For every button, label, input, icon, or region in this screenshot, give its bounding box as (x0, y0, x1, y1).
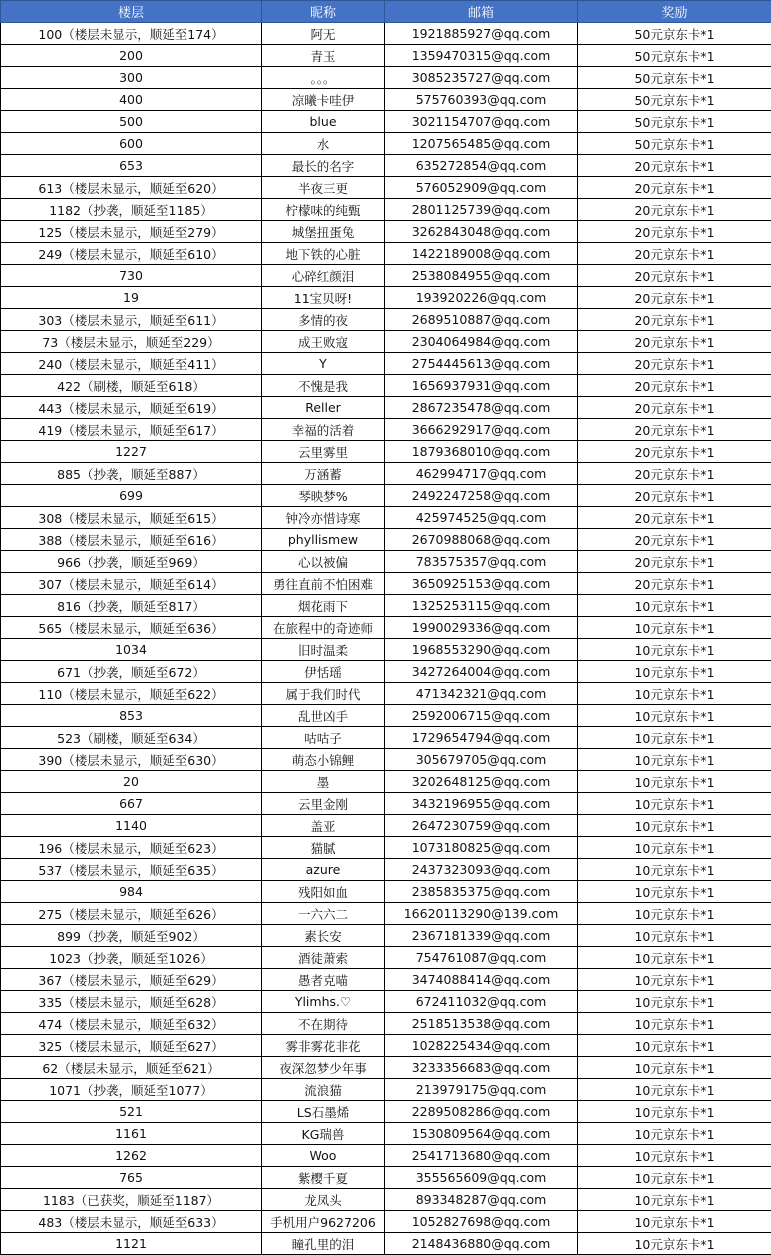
email-cell: 3427264004@qq.com (385, 661, 578, 683)
nickname-cell: 琴映梦% (262, 485, 385, 507)
nickname-cell: 瞳孔里的泪 (262, 1233, 385, 1255)
email-cell: 2148436880@qq.com (385, 1233, 578, 1255)
floor-cell: 1121 (1, 1233, 262, 1255)
reward-cell: 10元京东卡*1 (578, 1057, 771, 1079)
table-row (1, 1013, 771, 1035)
email-cell: 575760393@qq.com (385, 89, 578, 111)
floor-cell: 1034 (1, 639, 262, 661)
nickname-cell: 烟花雨下 (262, 595, 385, 617)
reward-cell: 10元京东卡*1 (578, 1211, 771, 1233)
email-cell: 3474088414@qq.com (385, 969, 578, 991)
email-cell: 2754445613@qq.com (385, 353, 578, 375)
reward-cell: 20元京东卡*1 (578, 375, 771, 397)
nickname-cell: 素长安 (262, 925, 385, 947)
floor-cell: 249（楼层未显示，顺延至610） (1, 243, 262, 265)
nickname-cell: 柠檬味的纯甄 (262, 199, 385, 221)
floor-cell: 1140 (1, 815, 262, 837)
nickname-cell: 墨 (262, 771, 385, 793)
table-row (1, 947, 771, 969)
reward-cell: 20元京东卡*1 (578, 309, 771, 331)
reward-cell: 50元京东卡*1 (578, 45, 771, 67)
table-row (1, 221, 771, 243)
reward-cell: 20元京东卡*1 (578, 419, 771, 441)
email-cell: 2867235478@qq.com (385, 397, 578, 419)
nickname-cell: 愚者克喵 (262, 969, 385, 991)
floor-cell: 1262 (1, 1145, 262, 1167)
nickname-cell: 多情的夜 (262, 309, 385, 331)
email-cell: 1656937931@qq.com (385, 375, 578, 397)
floor-cell: 671（抄袭，顺延至672） (1, 661, 262, 683)
nickname-cell: KG瑞兽 (262, 1123, 385, 1145)
floor-cell: 325（楼层未显示，顺延至627） (1, 1035, 262, 1057)
reward-cell: 20元京东卡*1 (578, 331, 771, 353)
nickname-cell: Woo (262, 1145, 385, 1167)
reward-cell: 10元京东卡*1 (578, 1035, 771, 1057)
nickname-cell: 心以被偏 (262, 551, 385, 573)
email-cell: 193920226@qq.com (385, 287, 578, 309)
nickname-cell: 属于我们时代 (262, 683, 385, 705)
reward-cell: 10元京东卡*1 (578, 683, 771, 705)
nickname-cell: blue (262, 111, 385, 133)
table-row (1, 1101, 771, 1123)
reward-cell: 10元京东卡*1 (578, 1079, 771, 1101)
floor-cell: 1227 (1, 441, 262, 463)
floor-cell: 653 (1, 155, 262, 177)
table-row (1, 507, 771, 529)
email-cell: 213979175@qq.com (385, 1079, 578, 1101)
email-cell: 3202648125@qq.com (385, 771, 578, 793)
nickname-cell: Reller (262, 397, 385, 419)
nickname-cell: 猫腻 (262, 837, 385, 859)
nickname-cell: 云里金刚 (262, 793, 385, 815)
header-nickname: 昵称 (262, 1, 385, 23)
nickname-cell: 水 (262, 133, 385, 155)
reward-cell: 10元京东卡*1 (578, 881, 771, 903)
nickname-cell: 龙凤头 (262, 1189, 385, 1211)
reward-cell: 10元京东卡*1 (578, 1101, 771, 1123)
nickname-cell: 手机用户9627206 (262, 1211, 385, 1233)
reward-cell: 10元京东卡*1 (578, 595, 771, 617)
table-row (1, 771, 771, 793)
floor-cell: 853 (1, 705, 262, 727)
nickname-cell: Ylimhs.♡ (262, 991, 385, 1013)
header-row (1, 1, 771, 23)
header-reward: 奖励 (578, 1, 771, 23)
floor-cell: 537（楼层未显示，顺延至635） (1, 859, 262, 881)
floor-cell: 613（楼层未显示，顺延至620） (1, 177, 262, 199)
email-cell: 893348287@qq.com (385, 1189, 578, 1211)
reward-cell: 20元京东卡*1 (578, 397, 771, 419)
reward-cell: 20元京东卡*1 (578, 177, 771, 199)
floor-cell: 1183（已获奖，顺延至1187） (1, 1189, 262, 1211)
reward-cell: 20元京东卡*1 (578, 243, 771, 265)
table-row (1, 749, 771, 771)
nickname-cell: 旧时温柔 (262, 639, 385, 661)
email-cell: 3432196955@qq.com (385, 793, 578, 815)
reward-cell: 20元京东卡*1 (578, 287, 771, 309)
floor-cell: 300 (1, 67, 262, 89)
table-row (1, 551, 771, 573)
table-row (1, 573, 771, 595)
email-cell: 1028225434@qq.com (385, 1035, 578, 1057)
floor-cell: 885（抄袭，顺延至887） (1, 463, 262, 485)
table-row (1, 353, 771, 375)
reward-cell: 10元京东卡*1 (578, 727, 771, 749)
email-cell: 1207565485@qq.com (385, 133, 578, 155)
floor-cell: 20 (1, 771, 262, 793)
floor-cell: 500 (1, 111, 262, 133)
email-cell: 462994717@qq.com (385, 463, 578, 485)
floor-cell: 984 (1, 881, 262, 903)
email-cell: 3021154707@qq.com (385, 111, 578, 133)
table-row (1, 617, 771, 639)
floor-cell: 1071（抄袭，顺延至1077） (1, 1079, 262, 1101)
email-cell: 3666292917@qq.com (385, 419, 578, 441)
reward-cell: 20元京东卡*1 (578, 353, 771, 375)
email-cell: 1325253115@qq.com (385, 595, 578, 617)
reward-cell: 20元京东卡*1 (578, 529, 771, 551)
floor-cell: 19 (1, 287, 262, 309)
table-row (1, 243, 771, 265)
table-row (1, 837, 771, 859)
email-cell: 471342321@qq.com (385, 683, 578, 705)
nickname-cell: 幸福的活着 (262, 419, 385, 441)
floor-cell: 307（楼层未显示，顺延至614） (1, 573, 262, 595)
reward-cell: 20元京东卡*1 (578, 551, 771, 573)
email-cell: 2492247258@qq.com (385, 485, 578, 507)
nickname-cell: 城堡扭蛋兔 (262, 221, 385, 243)
email-cell: 3085235727@qq.com (385, 67, 578, 89)
floor-cell: 335（楼层未显示，顺延至628） (1, 991, 262, 1013)
table-row (1, 925, 771, 947)
email-cell: 2367181339@qq.com (385, 925, 578, 947)
floor-cell: 1182（抄袭，顺延至1185） (1, 199, 262, 221)
table-row (1, 23, 771, 45)
reward-cell: 10元京东卡*1 (578, 1013, 771, 1035)
floor-cell: 523（刷楼，顺延至634） (1, 727, 262, 749)
reward-cell: 10元京东卡*1 (578, 639, 771, 661)
reward-cell: 10元京东卡*1 (578, 1123, 771, 1145)
nickname-cell: 萌态小锦鲤 (262, 749, 385, 771)
nickname-cell: 乱世凶手 (262, 705, 385, 727)
floor-cell: 390（楼层未显示，顺延至630） (1, 749, 262, 771)
email-cell: 3233356683@qq.com (385, 1057, 578, 1079)
nickname-cell: 雾非雾花非花 (262, 1035, 385, 1057)
email-cell: 2304064984@qq.com (385, 331, 578, 353)
email-cell: 2592006715@qq.com (385, 705, 578, 727)
table-row (1, 375, 771, 397)
reward-cell: 50元京东卡*1 (578, 23, 771, 45)
email-cell: 3650925153@qq.com (385, 573, 578, 595)
email-cell: 1879368010@qq.com (385, 441, 578, 463)
reward-cell: 10元京东卡*1 (578, 1167, 771, 1189)
table-row (1, 419, 771, 441)
reward-cell: 50元京东卡*1 (578, 67, 771, 89)
nickname-cell: LS石墨烯 (262, 1101, 385, 1123)
table-body (1, 23, 771, 1255)
nickname-cell: 不愧是我 (262, 375, 385, 397)
email-cell: 2437323093@qq.com (385, 859, 578, 881)
floor-cell: 240（楼层未显示，顺延至411） (1, 353, 262, 375)
email-cell: 2518513538@qq.com (385, 1013, 578, 1035)
nickname-cell: 酒徒萧索 (262, 947, 385, 969)
nickname-cell: 半夜三更 (262, 177, 385, 199)
email-cell: 2670988068@qq.com (385, 529, 578, 551)
email-cell: 1968553290@qq.com (385, 639, 578, 661)
email-cell: 2647230759@qq.com (385, 815, 578, 837)
table-row (1, 727, 771, 749)
table-row (1, 89, 771, 111)
email-cell: 672411032@qq.com (385, 991, 578, 1013)
email-cell: 1422189008@qq.com (385, 243, 578, 265)
header-floor: 楼层 (1, 1, 262, 23)
floor-cell: 667 (1, 793, 262, 815)
floor-cell: 400 (1, 89, 262, 111)
reward-cell: 10元京东卡*1 (578, 1189, 771, 1211)
email-cell: 1530809564@qq.com (385, 1123, 578, 1145)
table-row (1, 331, 771, 353)
table-row (1, 133, 771, 155)
nickname-cell: phyllismew (262, 529, 385, 551)
email-cell: 2385835375@qq.com (385, 881, 578, 903)
floor-cell: 816（抄袭，顺延至817） (1, 595, 262, 617)
email-cell: 1052827698@qq.com (385, 1211, 578, 1233)
reward-cell: 10元京东卡*1 (578, 1145, 771, 1167)
floor-cell: 565（楼层未显示，顺延至636） (1, 617, 262, 639)
email-cell: 754761087@qq.com (385, 947, 578, 969)
table-row (1, 1189, 771, 1211)
reward-cell: 10元京东卡*1 (578, 617, 771, 639)
email-cell: 1729654794@qq.com (385, 727, 578, 749)
nickname-cell: 夜深忽梦少年事 (262, 1057, 385, 1079)
nickname-cell: 心碎红颜泪 (262, 265, 385, 287)
nickname-cell: 勇往直前不怕困难 (262, 573, 385, 595)
nickname-cell: 盖亚 (262, 815, 385, 837)
floor-cell: 388（楼层未显示，顺延至616） (1, 529, 262, 551)
nickname-cell: 伊恬瑶 (262, 661, 385, 683)
table-row (1, 155, 771, 177)
email-cell: 16620113290@139.com (385, 903, 578, 925)
table-row (1, 287, 771, 309)
nickname-cell: 在旅程中的奇迹师 (262, 617, 385, 639)
floor-cell: 1161 (1, 1123, 262, 1145)
floor-cell: 765 (1, 1167, 262, 1189)
email-cell: 305679705@qq.com (385, 749, 578, 771)
reward-cell: 10元京东卡*1 (578, 661, 771, 683)
floor-cell: 443（楼层未显示，顺延至619） (1, 397, 262, 419)
table-row (1, 859, 771, 881)
table-row (1, 397, 771, 419)
reward-cell: 10元京东卡*1 (578, 925, 771, 947)
floor-cell: 422（刷楼，顺延至618） (1, 375, 262, 397)
nickname-cell: 紫樱千夏 (262, 1167, 385, 1189)
nickname-cell: Y (262, 353, 385, 375)
table-row (1, 529, 771, 551)
floor-cell: 521 (1, 1101, 262, 1123)
table-row (1, 177, 771, 199)
reward-cell: 20元京东卡*1 (578, 485, 771, 507)
floor-cell: 1023（抄袭，顺延至1026） (1, 947, 262, 969)
floor-cell: 100（楼层未显示，顺延至174） (1, 23, 262, 45)
table-row (1, 1233, 771, 1255)
floor-cell: 73（楼层未显示，顺延至229） (1, 331, 262, 353)
email-cell: 1359470315@qq.com (385, 45, 578, 67)
reward-cell: 10元京东卡*1 (578, 705, 771, 727)
table-row (1, 1123, 771, 1145)
floor-cell: 62（楼层未显示，顺延至621） (1, 1057, 262, 1079)
reward-cell: 10元京东卡*1 (578, 837, 771, 859)
reward-cell: 10元京东卡*1 (578, 1233, 771, 1255)
floor-cell: 483（楼层未显示，顺延至633） (1, 1211, 262, 1233)
email-cell: 2689510887@qq.com (385, 309, 578, 331)
floor-cell: 474（楼层未显示，顺延至632） (1, 1013, 262, 1035)
nickname-cell: 咕咕子 (262, 727, 385, 749)
table-row (1, 199, 771, 221)
email-cell: 2801125739@qq.com (385, 199, 578, 221)
reward-cell: 20元京东卡*1 (578, 221, 771, 243)
floor-cell: 899（抄袭，顺延至902） (1, 925, 262, 947)
table-row (1, 45, 771, 67)
reward-cell: 50元京东卡*1 (578, 111, 771, 133)
email-cell: 2541713680@qq.com (385, 1145, 578, 1167)
email-cell: 783575357@qq.com (385, 551, 578, 573)
nickname-cell: 11宝贝呀! (262, 287, 385, 309)
email-cell: 576052909@qq.com (385, 177, 578, 199)
reward-cell: 20元京东卡*1 (578, 507, 771, 529)
floor-cell: 125（楼层未显示，顺延至279） (1, 221, 262, 243)
reward-cell: 50元京东卡*1 (578, 89, 771, 111)
table-row (1, 1211, 771, 1233)
floor-cell: 699 (1, 485, 262, 507)
table-row (1, 67, 771, 89)
nickname-cell: 钟冷亦惜诗寒 (262, 507, 385, 529)
nickname-cell: 残阳如血 (262, 881, 385, 903)
reward-cell: 10元京东卡*1 (578, 903, 771, 925)
table-row (1, 705, 771, 727)
email-cell: 1990029336@qq.com (385, 617, 578, 639)
header-email: 邮箱 (385, 1, 578, 23)
reward-cell: 10元京东卡*1 (578, 771, 771, 793)
table-row (1, 683, 771, 705)
email-cell: 635272854@qq.com (385, 155, 578, 177)
floor-cell: 966（抄袭，顺延至969） (1, 551, 262, 573)
floor-cell: 200 (1, 45, 262, 67)
table-row (1, 1079, 771, 1101)
table-row (1, 815, 771, 837)
table-row (1, 1145, 771, 1167)
floor-cell: 308（楼层未显示，顺延至615） (1, 507, 262, 529)
table-row (1, 595, 771, 617)
table-row (1, 1057, 771, 1079)
reward-cell: 10元京东卡*1 (578, 947, 771, 969)
reward-cell: 10元京东卡*1 (578, 859, 771, 881)
nickname-cell: 不在期待 (262, 1013, 385, 1035)
reward-cell: 10元京东卡*1 (578, 749, 771, 771)
nickname-cell: 最长的名字 (262, 155, 385, 177)
table-row (1, 969, 771, 991)
table-row (1, 265, 771, 287)
floor-cell: 110（楼层未显示，顺延至622） (1, 683, 262, 705)
table-row (1, 881, 771, 903)
floor-cell: 367（楼层未显示，顺延至629） (1, 969, 262, 991)
nickname-cell: azure (262, 859, 385, 881)
email-cell: 1921885927@qq.com (385, 23, 578, 45)
nickname-cell: 万涵蓄 (262, 463, 385, 485)
table-row (1, 661, 771, 683)
table-row (1, 309, 771, 331)
nickname-cell: 云里雾里 (262, 441, 385, 463)
email-cell: 355565609@qq.com (385, 1167, 578, 1189)
nickname-cell: 凉曦卡哇伊 (262, 89, 385, 111)
floor-cell: 730 (1, 265, 262, 287)
floor-cell: 419（楼层未显示，顺延至617） (1, 419, 262, 441)
nickname-cell: 流浪猫 (262, 1079, 385, 1101)
nickname-cell: 。。。 (262, 67, 385, 89)
reward-cell: 20元京东卡*1 (578, 463, 771, 485)
reward-cell: 10元京东卡*1 (578, 969, 771, 991)
table-row (1, 991, 771, 1013)
email-cell: 425974525@qq.com (385, 507, 578, 529)
nickname-cell: 青玉 (262, 45, 385, 67)
floor-cell: 600 (1, 133, 262, 155)
table-row (1, 639, 771, 661)
email-cell: 2289508286@qq.com (385, 1101, 578, 1123)
reward-cell: 20元京东卡*1 (578, 265, 771, 287)
table-row (1, 463, 771, 485)
reward-cell: 20元京东卡*1 (578, 155, 771, 177)
floor-cell: 196（楼层未显示，顺延至623） (1, 837, 262, 859)
reward-cell: 10元京东卡*1 (578, 793, 771, 815)
nickname-cell: 阿无 (262, 23, 385, 45)
reward-cell: 20元京东卡*1 (578, 441, 771, 463)
table-row (1, 793, 771, 815)
email-cell: 2538084955@qq.com (385, 265, 578, 287)
table-row (1, 111, 771, 133)
floor-cell: 303（楼层未显示，顺延至611） (1, 309, 262, 331)
table-row (1, 1035, 771, 1057)
reward-cell: 20元京东卡*1 (578, 573, 771, 595)
nickname-cell: 一六六二 (262, 903, 385, 925)
email-cell: 3262843048@qq.com (385, 221, 578, 243)
table-row (1, 903, 771, 925)
email-cell: 1073180825@qq.com (385, 837, 578, 859)
table-row (1, 1167, 771, 1189)
table-row (1, 485, 771, 507)
reward-cell: 10元京东卡*1 (578, 991, 771, 1013)
table-row (1, 441, 771, 463)
floor-cell: 275（楼层未显示，顺延至626） (1, 903, 262, 925)
reward-cell: 50元京东卡*1 (578, 133, 771, 155)
reward-cell: 10元京东卡*1 (578, 815, 771, 837)
nickname-cell: 地下铁的心脏 (262, 243, 385, 265)
reward-cell: 20元京东卡*1 (578, 199, 771, 221)
nickname-cell: 成王败寇 (262, 331, 385, 353)
